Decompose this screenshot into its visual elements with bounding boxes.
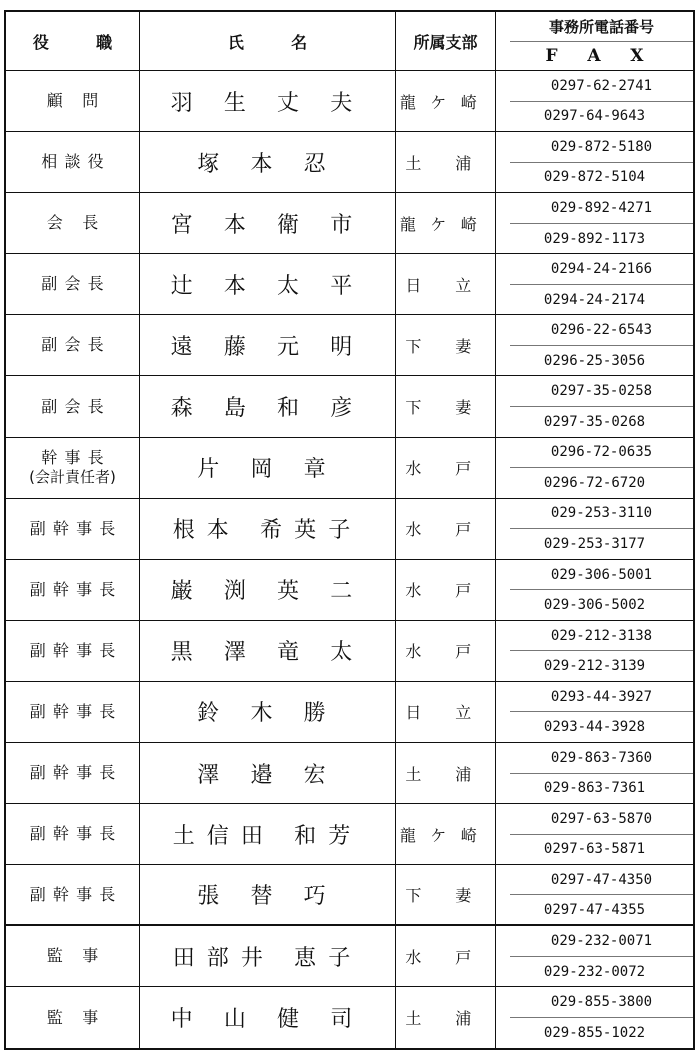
phone-fax-cell: [496, 743, 693, 803]
fax-number: 029-892-1173: [543, 230, 646, 247]
phone-fax-cell: [496, 71, 693, 131]
role-label: 監 事: [46, 946, 106, 966]
phone-number: 029-253-3110: [510, 499, 693, 530]
role-label: 副幹事長: [29, 824, 123, 844]
phone-number: 0296-22-6543: [510, 315, 693, 346]
role-cell: [6, 254, 140, 314]
branch-cell: 水 戸: [396, 926, 496, 986]
phone-fax-cell: [496, 438, 693, 498]
role-cell: [6, 499, 140, 559]
role-cell: [6, 560, 140, 620]
role-cell: [6, 438, 140, 498]
phone-number: 0297-63-5870: [510, 804, 693, 835]
header-branch: 所属支部: [396, 12, 496, 70]
header-role-label: 役 職: [32, 32, 133, 52]
phone-number: 029-306-5001: [510, 560, 693, 591]
table-row: [6, 71, 693, 132]
name-cell: 宮 本 衛 市: [140, 193, 396, 253]
phone-number: 0294-24-2166: [510, 254, 693, 285]
header-name-label: 氏 名: [227, 32, 328, 52]
table-row: [6, 926, 693, 987]
role-label: 会 長: [46, 213, 106, 233]
table-row: [6, 743, 693, 804]
name-cell: 中 山 健 司: [140, 987, 396, 1048]
phone-fax-cell: [496, 804, 693, 864]
role-label: 幹事長: [41, 448, 111, 468]
phone-number: 0293-44-3927: [510, 682, 693, 713]
branch-cell: 下 妻: [396, 376, 496, 436]
fax-number: 029-872-5104: [543, 169, 646, 186]
table-header: [6, 12, 693, 71]
fax-number: 0294-24-2174: [543, 291, 646, 308]
role-label: 副幹事長: [29, 763, 123, 783]
phone-number: 029-872-5180: [510, 132, 693, 163]
table-row: [6, 804, 693, 865]
branch-cell: 土 浦: [396, 743, 496, 803]
role-cell: [6, 804, 140, 864]
fax-number: 0297-64-9643: [543, 108, 646, 125]
role-cell: [6, 132, 140, 192]
table-row: [6, 499, 693, 560]
header-fax: F A X: [545, 45, 656, 66]
table-row: [6, 315, 693, 376]
name-cell: 澤 邉 宏: [140, 743, 396, 803]
name-cell: 羽 生 丈 夫: [140, 71, 396, 131]
table-row: [6, 376, 693, 437]
branch-cell: 水 戸: [396, 499, 496, 559]
role-cell: [6, 315, 140, 375]
role-cell: [6, 193, 140, 253]
name-cell: 片 岡 章: [140, 438, 396, 498]
fax-number: 0297-63-5871: [543, 841, 646, 858]
phone-fax-cell: [496, 560, 693, 620]
fax-number: 029-212-3139: [543, 658, 646, 675]
branch-cell: 龍ケ崎: [396, 804, 496, 864]
phone-number: 029-232-0071: [510, 926, 693, 957]
branch-cell: 水 戸: [396, 438, 496, 498]
branch-cell: 日 立: [396, 682, 496, 742]
header-phone-fax: [496, 12, 693, 70]
branch-cell: 土 浦: [396, 987, 496, 1048]
name-cell: 黒 澤 竜 太: [140, 621, 396, 681]
table-row: [6, 865, 693, 926]
branch-cell: 龍ケ崎: [396, 71, 496, 131]
fax-number: 0297-35-0268: [543, 413, 646, 430]
role-label: 副幹事長: [29, 518, 123, 538]
branch-cell: 土 浦: [396, 132, 496, 192]
phone-fax-cell: [496, 926, 693, 986]
fax-number: 029-253-3177: [543, 535, 646, 552]
table-row: [6, 254, 693, 315]
fax-number: 0296-25-3056: [543, 352, 646, 369]
role-label: 副幹事長: [29, 884, 123, 904]
branch-cell: 水 戸: [396, 621, 496, 681]
branch-cell: 日 立: [396, 254, 496, 314]
phone-number: 029-863-7360: [510, 743, 693, 774]
role-cell: [6, 376, 140, 436]
table-row: [6, 621, 693, 682]
fax-number: 0296-72-6720: [543, 474, 646, 491]
phone-fax-cell: [496, 621, 693, 681]
officer-table: [4, 10, 695, 1050]
table-row: [6, 987, 693, 1048]
phone-fax-cell: [496, 499, 693, 559]
table-row: [6, 682, 693, 743]
fax-number: 029-306-5002: [543, 597, 646, 614]
phone-fax-cell: [496, 254, 693, 314]
name-cell: 塚 本 忍: [140, 132, 396, 192]
fax-number: 0297-47-4355: [543, 901, 646, 918]
phone-fax-cell: [496, 132, 693, 192]
phone-number: 0297-35-0258: [510, 376, 693, 407]
fax-number: 0293-44-3928: [543, 719, 646, 736]
role-cell: [6, 926, 140, 986]
phone-fax-cell: [496, 865, 693, 924]
name-cell: 辻 本 太 平: [140, 254, 396, 314]
branch-cell: 水 戸: [396, 560, 496, 620]
role-label: 副会長: [41, 396, 111, 416]
name-cell: 巌 渕 英 二: [140, 560, 396, 620]
phone-number: 029-855-3800: [510, 987, 693, 1018]
name-cell: 鈴 木 勝: [140, 682, 396, 742]
phone-number: 0296-72-0635: [510, 438, 693, 469]
role-label: 副会長: [41, 335, 111, 355]
role-label: 顧 問: [46, 91, 106, 111]
role-label: 監 事: [46, 1007, 106, 1027]
branch-cell: 下 妻: [396, 865, 496, 924]
phone-number: 0297-47-4350: [510, 865, 693, 895]
role-cell: [6, 621, 140, 681]
header-phone: 事務所電話番号: [510, 12, 693, 42]
phone-fax-cell: [496, 376, 693, 436]
phone-fax-cell: [496, 682, 693, 742]
name-cell: 根本 希英子: [140, 499, 396, 559]
role-label: 副幹事長: [29, 701, 123, 721]
role-cell: [6, 743, 140, 803]
role-cell: [6, 682, 140, 742]
name-cell: 土信田 和芳: [140, 804, 396, 864]
role-label: 副会長: [41, 274, 111, 294]
phone-number: 029-212-3138: [510, 621, 693, 652]
table-row: [6, 193, 693, 254]
phone-fax-cell: [496, 193, 693, 253]
branch-cell: 下 妻: [396, 315, 496, 375]
table-row: [6, 560, 693, 621]
role-label: 副幹事長: [29, 640, 123, 660]
role-cell: [6, 987, 140, 1048]
name-cell: 田部井 恵子: [140, 926, 396, 986]
table-row: [6, 132, 693, 193]
role-cell: [6, 71, 140, 131]
phone-fax-cell: [496, 315, 693, 375]
fax-number: 029-863-7361: [543, 780, 646, 797]
branch-cell: 龍ケ崎: [396, 193, 496, 253]
role-cell: [6, 865, 140, 924]
header-name: [140, 12, 396, 70]
header-role: [6, 12, 140, 70]
phone-fax-cell: [496, 987, 693, 1048]
name-cell: 森 島 和 彦: [140, 376, 396, 436]
name-cell: 遠 藤 元 明: [140, 315, 396, 375]
phone-number: 0297-62-2741: [510, 71, 693, 102]
role-note: (会計責任者): [29, 468, 116, 487]
phone-number: 029-892-4271: [510, 193, 693, 224]
name-cell: 張 替 巧: [140, 865, 396, 924]
fax-number: 029-855-1022: [543, 1025, 646, 1042]
fax-number: 029-232-0072: [543, 963, 646, 980]
role-label: 副幹事長: [29, 579, 123, 599]
table-row: [6, 438, 693, 499]
role-label: 相談役: [41, 152, 111, 172]
